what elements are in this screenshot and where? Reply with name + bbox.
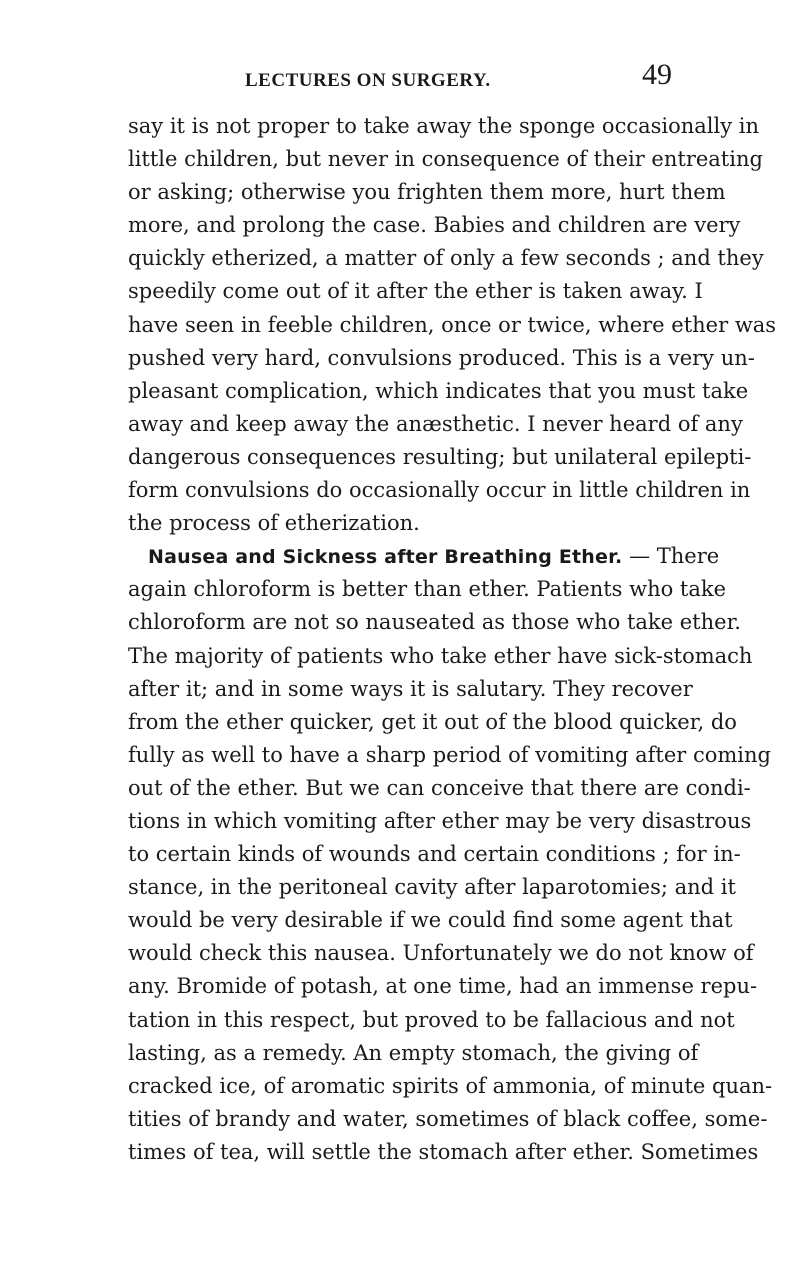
text-line: tation in this respect, but proved to be fallacious and not — [128, 1007, 735, 1032]
body-text — [128, 110, 777, 1169]
text-line: or asking; otherwise you frighten them more, hurt them — [128, 180, 726, 205]
text-line: The majority of patients who take ether have sick-stomach — [128, 643, 753, 668]
running-head — [0, 60, 800, 100]
text-line: to certain kinds of wounds and certain conditions ; for in- — [128, 842, 741, 867]
text-line: would be very desirable if we could find some agent that — [128, 908, 733, 933]
text-line: tities of brandy and water, sometimes of black coffee, some- — [128, 1106, 768, 1131]
section-heading-tail: — There — [622, 544, 720, 569]
running-title: LECTURES ON SURGERY. — [245, 70, 491, 91]
text-line: from the ether quicker, get it out of the blood quicker, do — [128, 709, 737, 734]
text-line: little children, but never in consequence of their entreating — [128, 147, 763, 172]
text-line: stance, in the peritoneal cavity after laparotomies; and it — [128, 875, 736, 900]
text-line: times of tea, will settle the stomach after ether. Sometimes — [128, 1139, 759, 1164]
text-line: chloroform are not so nauseated as those who take ether. — [128, 610, 741, 635]
text-line: say it is not proper to take away the sponge occasionally in — [128, 114, 760, 138]
text-line: any. Bromide of potash, at one time, had an immense repu- — [128, 974, 758, 999]
text-line: pleasant complication, which indicates that you must take — [128, 378, 749, 403]
text-line: would check this nausea. Unfortunately we do not know of — [128, 941, 754, 966]
text-line: cracked ice, of aromatic spirits of ammonia, of minute quan- — [128, 1073, 773, 1098]
text-line: more, and prolong the case. Babies and children are very — [128, 213, 741, 238]
text-line: lasting, as a remedy. An empty stomach, the giving of — [128, 1040, 699, 1065]
text-line: again chloroform is better than ether. Patients who take — [128, 577, 727, 602]
text-line: pushed very hard, convulsions produced. This is a very un- — [128, 345, 755, 370]
section-heading: Nausea and Sickness after Breathing Ether. — [148, 546, 623, 569]
text-line: out of the ether. But we can conceive that there are condi- — [128, 775, 751, 800]
text-line: form convulsions do occasionally occur in little children in — [128, 478, 751, 503]
text-line: have seen in feeble children, once or twice, where ether was — [128, 312, 777, 337]
text-line: after it; and in some ways it is salutary. They recover — [128, 676, 693, 701]
section-heading-line — [128, 540, 720, 573]
text-line: fully as well to have a sharp period of vomiting after coming — [128, 742, 771, 767]
text-line: quickly etherized, a matter of only a few seconds ; and they — [128, 246, 764, 271]
text-line: the process of etherization. — [128, 511, 420, 536]
text-line: speedily come out of it after the ether is taken away. I — [128, 279, 703, 304]
text-line: tions in which vomiting after ether may be very disastrous — [128, 808, 752, 833]
text-line: dangerous consequences resulting; but unilateral epilepti- — [128, 444, 752, 469]
page-number: 49 — [642, 58, 672, 91]
text-line: away and keep away the anæsthetic. I never heard of any — [128, 411, 743, 436]
